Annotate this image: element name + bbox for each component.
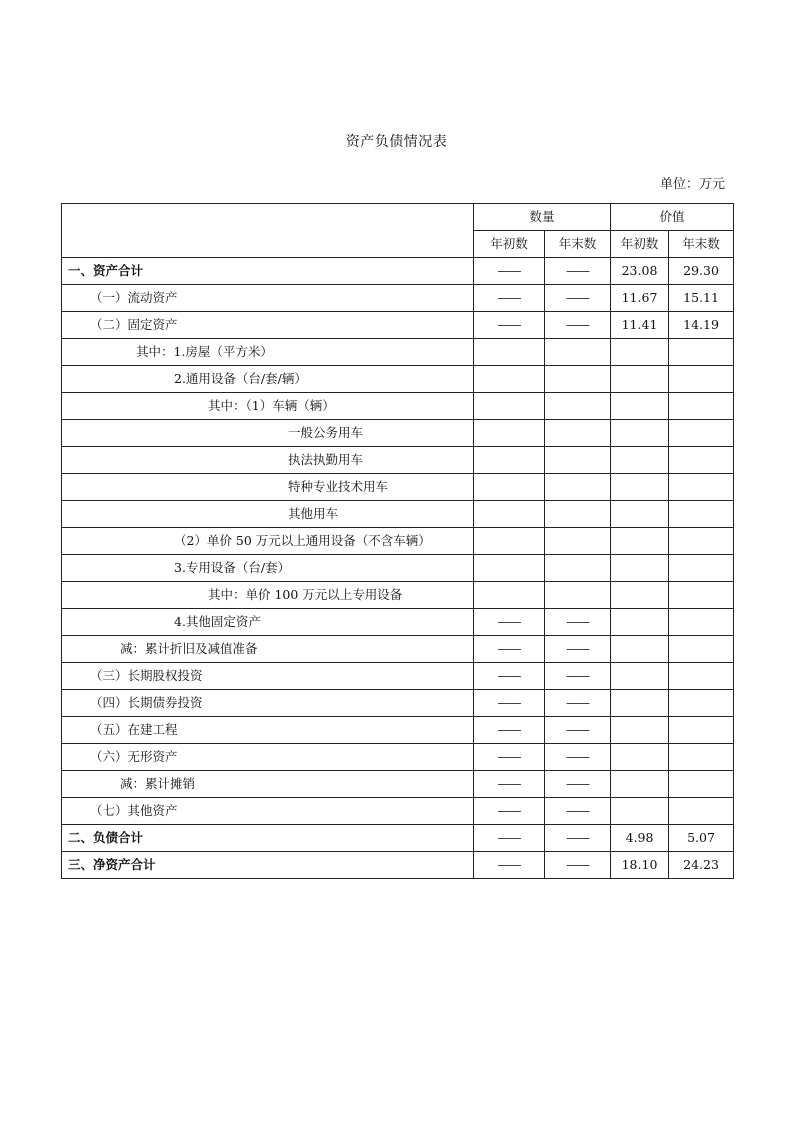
header-value-end: 年末数 [669, 231, 734, 258]
row-label: （2）单价 50 万元以上通用设备（不含车辆） [62, 528, 474, 555]
value-begin-cell [611, 690, 669, 717]
table-row [62, 852, 734, 879]
value-end-cell [669, 744, 734, 771]
row-label: （三）长期股权投资 [62, 663, 474, 690]
table-row [62, 744, 734, 771]
header-blank-cell [62, 204, 474, 258]
quantity-end-cell: —— [545, 771, 611, 798]
table-row [62, 474, 734, 501]
value-begin-cell: 18.10 [611, 852, 669, 879]
row-label: 3.专用设备（台/套） [62, 555, 474, 582]
table-row [62, 582, 734, 609]
value-end-cell [669, 474, 734, 501]
value-end-cell [669, 582, 734, 609]
row-label: （一）流动资产 [62, 285, 474, 312]
quantity-begin-cell: —— [474, 825, 545, 852]
quantity-begin-cell: —— [474, 717, 545, 744]
value-end-cell: 14.19 [669, 312, 734, 339]
value-begin-cell [611, 582, 669, 609]
value-end-cell [669, 717, 734, 744]
unit-label: 单位：万元 [659, 177, 725, 192]
value-end-cell [669, 528, 734, 555]
quantity-begin-cell: —— [474, 285, 545, 312]
quantity-begin-cell: —— [474, 771, 545, 798]
value-end-cell [669, 663, 734, 690]
quantity-end-cell: —— [545, 609, 611, 636]
value-begin-cell: 11.41 [611, 312, 669, 339]
page-title: 资产负债情况表 [345, 134, 448, 150]
value-begin-cell [611, 474, 669, 501]
table-row [62, 420, 734, 447]
value-end-cell [669, 690, 734, 717]
quantity-end-cell [545, 528, 611, 555]
value-end-cell [669, 420, 734, 447]
quantity-end-cell [545, 393, 611, 420]
quantity-begin-cell [474, 555, 545, 582]
table-header-row [62, 204, 734, 231]
row-label: 其他用车 [62, 501, 474, 528]
table-row [62, 447, 734, 474]
row-label: 二、负债合计 [62, 825, 474, 852]
value-begin-cell [611, 447, 669, 474]
quantity-begin-cell: —— [474, 798, 545, 825]
quantity-begin-cell: —— [474, 609, 545, 636]
table-row [62, 825, 734, 852]
quantity-begin-cell: —— [474, 663, 545, 690]
value-begin-cell: 23.08 [611, 258, 669, 285]
quantity-begin-cell: —— [474, 852, 545, 879]
table-row [62, 339, 734, 366]
table-row [62, 258, 734, 285]
row-label: 4.其他固定资产 [62, 609, 474, 636]
value-begin-cell: 11.67 [611, 285, 669, 312]
row-label: 其中：（1）车辆（辆） [62, 393, 474, 420]
value-begin-cell [611, 717, 669, 744]
row-label: 减：累计摊销 [62, 771, 474, 798]
header-value: 价值 [611, 204, 734, 231]
header-quantity-begin: 年初数 [474, 231, 545, 258]
quantity-end-cell: —— [545, 825, 611, 852]
value-end-cell [669, 339, 734, 366]
quantity-begin-cell [474, 447, 545, 474]
balance-sheet-table [61, 203, 734, 879]
value-end-cell [669, 555, 734, 582]
quantity-begin-cell [474, 393, 545, 420]
quantity-end-cell: —— [545, 717, 611, 744]
row-label: （五）在建工程 [62, 717, 474, 744]
row-label: （六）无形资产 [62, 744, 474, 771]
value-end-cell: 5.07 [669, 825, 734, 852]
value-begin-cell [611, 339, 669, 366]
quantity-begin-cell [474, 501, 545, 528]
quantity-end-cell [545, 555, 611, 582]
value-end-cell [669, 501, 734, 528]
row-label: 减：累计折旧及减值准备 [62, 636, 474, 663]
table-row [62, 663, 734, 690]
table-row [62, 717, 734, 744]
value-begin-cell: 4.98 [611, 825, 669, 852]
quantity-begin-cell [474, 366, 545, 393]
quantity-end-cell [545, 420, 611, 447]
header-value-begin: 年初数 [611, 231, 669, 258]
quantity-end-cell: —— [545, 690, 611, 717]
row-label: （二）固定资产 [62, 312, 474, 339]
row-label: 2.通用设备（台/套/辆） [62, 366, 474, 393]
value-begin-cell [611, 609, 669, 636]
quantity-begin-cell [474, 582, 545, 609]
quantity-end-cell [545, 447, 611, 474]
value-end-cell [669, 771, 734, 798]
value-begin-cell [611, 420, 669, 447]
value-begin-cell [611, 366, 669, 393]
value-begin-cell [611, 393, 669, 420]
quantity-begin-cell [474, 528, 545, 555]
table-row [62, 528, 734, 555]
quantity-end-cell: —— [545, 744, 611, 771]
table-row [62, 798, 734, 825]
quantity-end-cell [545, 501, 611, 528]
quantity-begin-cell [474, 474, 545, 501]
quantity-end-cell [545, 474, 611, 501]
value-end-cell [669, 366, 734, 393]
value-end-cell: 24.23 [669, 852, 734, 879]
table-row [62, 501, 734, 528]
value-begin-cell [611, 501, 669, 528]
row-label: （四）长期债券投资 [62, 690, 474, 717]
header-quantity-end: 年末数 [545, 231, 611, 258]
quantity-begin-cell [474, 420, 545, 447]
value-begin-cell [611, 798, 669, 825]
table-row [62, 609, 734, 636]
header-quantity: 数量 [474, 204, 611, 231]
quantity-end-cell: —— [545, 258, 611, 285]
table-row [62, 636, 734, 663]
value-begin-cell [611, 555, 669, 582]
quantity-end-cell: —— [545, 663, 611, 690]
table-row [62, 555, 734, 582]
quantity-end-cell: —— [545, 312, 611, 339]
quantity-begin-cell: —— [474, 258, 545, 285]
quantity-end-cell: —— [545, 852, 611, 879]
value-begin-cell [611, 771, 669, 798]
quantity-begin-cell: —— [474, 312, 545, 339]
value-begin-cell [611, 528, 669, 555]
value-end-cell: 15.11 [669, 285, 734, 312]
value-end-cell [669, 798, 734, 825]
table-row [62, 690, 734, 717]
quantity-end-cell [545, 582, 611, 609]
quantity-end-cell [545, 339, 611, 366]
value-begin-cell [611, 636, 669, 663]
quantity-end-cell: —— [545, 636, 611, 663]
table-row [62, 285, 734, 312]
quantity-begin-cell: —— [474, 636, 545, 663]
value-end-cell [669, 447, 734, 474]
row-label: （七）其他资产 [62, 798, 474, 825]
row-label: 其中：1.房屋（平方米） [62, 339, 474, 366]
row-label: 执法执勤用车 [62, 447, 474, 474]
quantity-end-cell [545, 366, 611, 393]
quantity-begin-cell: —— [474, 690, 545, 717]
value-end-cell [669, 609, 734, 636]
quantity-end-cell: —— [545, 285, 611, 312]
value-end-cell [669, 393, 734, 420]
quantity-end-cell: —— [545, 798, 611, 825]
row-label: 一、资产合计 [62, 258, 474, 285]
table-row [62, 771, 734, 798]
table-row [62, 312, 734, 339]
value-begin-cell [611, 744, 669, 771]
row-label: 三、净资产合计 [62, 852, 474, 879]
table-row [62, 366, 734, 393]
quantity-begin-cell [474, 339, 545, 366]
table-row [62, 393, 734, 420]
row-label: 一般公务用车 [62, 420, 474, 447]
value-begin-cell [611, 663, 669, 690]
quantity-begin-cell: —— [474, 744, 545, 771]
value-end-cell: 29.30 [669, 258, 734, 285]
value-end-cell [669, 636, 734, 663]
row-label: 特种专业技术用车 [62, 474, 474, 501]
row-label: 其中：单价 100 万元以上专用设备 [62, 582, 474, 609]
